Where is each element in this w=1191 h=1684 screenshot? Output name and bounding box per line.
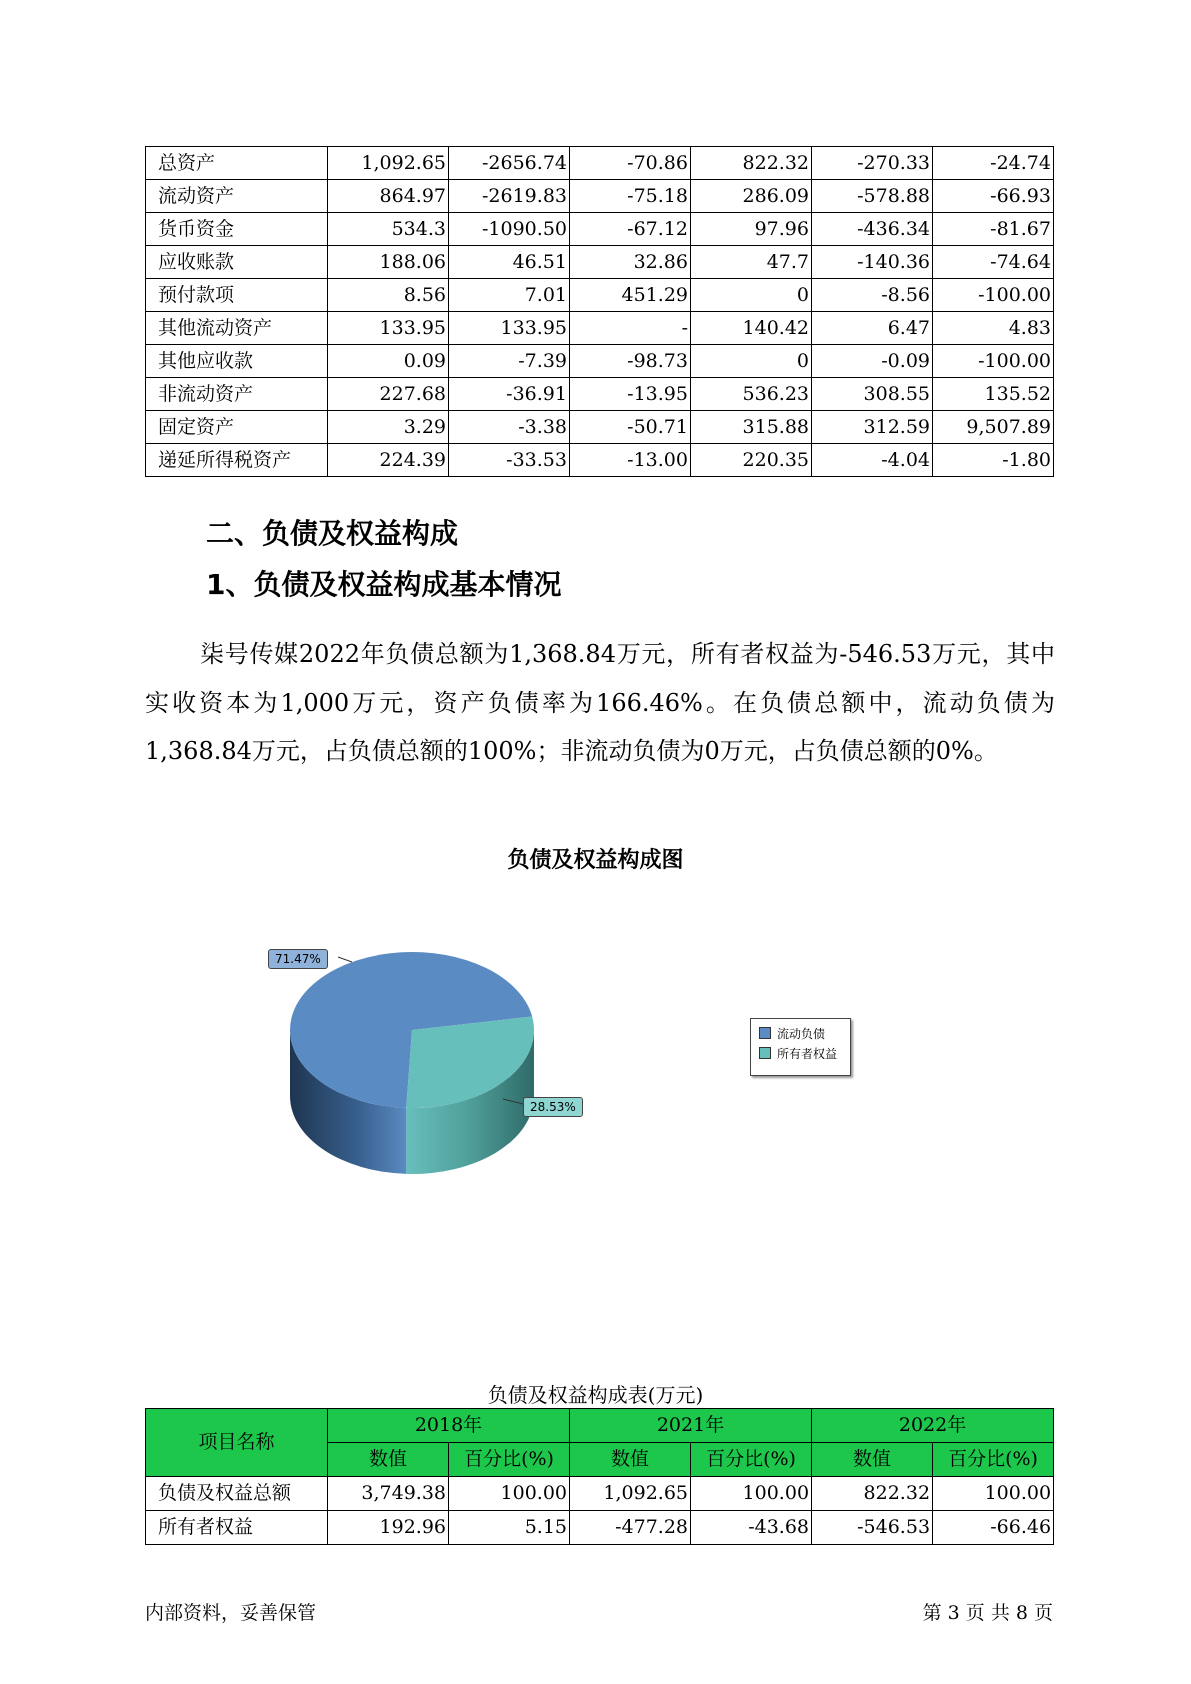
table-cell: -43.68 bbox=[691, 1511, 812, 1545]
table-cell: 227.68 bbox=[328, 378, 449, 411]
table-cell: -13.00 bbox=[570, 444, 691, 477]
table-cell: 133.95 bbox=[449, 312, 570, 345]
header-year: 2018年 bbox=[328, 1409, 570, 1443]
table-cell: 1,092.65 bbox=[328, 147, 449, 180]
table-cell: 47.7 bbox=[691, 246, 812, 279]
table-cell: -70.86 bbox=[570, 147, 691, 180]
table-cell: -100.00 bbox=[933, 279, 1054, 312]
table-cell: 3.29 bbox=[328, 411, 449, 444]
table-cell: 864.97 bbox=[328, 180, 449, 213]
table-cell: 140.42 bbox=[691, 312, 812, 345]
row-label: 递延所得税资产 bbox=[146, 444, 328, 477]
table-cell: 308.55 bbox=[812, 378, 933, 411]
row-label: 其他流动资产 bbox=[146, 312, 328, 345]
table-cell: -1.80 bbox=[933, 444, 1054, 477]
row-label: 货币资金 bbox=[146, 213, 328, 246]
header-percent: 百分比(%) bbox=[933, 1443, 1054, 1477]
row-label: 非流动资产 bbox=[146, 378, 328, 411]
table-cell: -36.91 bbox=[449, 378, 570, 411]
table-cell: 536.23 bbox=[691, 378, 812, 411]
table-cell: -3.38 bbox=[449, 411, 570, 444]
table-cell: -140.36 bbox=[812, 246, 933, 279]
section-subheading: 1、负债及权益构成基本情况 bbox=[206, 568, 562, 601]
table-cell: 97.96 bbox=[691, 213, 812, 246]
table-cell: -98.73 bbox=[570, 345, 691, 378]
row-label: 其他应收款 bbox=[146, 345, 328, 378]
chart-legend bbox=[750, 1018, 851, 1076]
table-cell: 286.09 bbox=[691, 180, 812, 213]
legend-item-owner-equity bbox=[759, 1043, 850, 1063]
row-label: 所有者权益 bbox=[146, 1511, 328, 1545]
table-cell: -1090.50 bbox=[449, 213, 570, 246]
table-cell: 9,507.89 bbox=[933, 411, 1054, 444]
legend-label: 所有者权益 bbox=[777, 1046, 838, 1061]
row-label: 应收账款 bbox=[146, 246, 328, 279]
row-label: 固定资产 bbox=[146, 411, 328, 444]
legend-label: 流动负债 bbox=[777, 1026, 826, 1041]
table-cell: 220.35 bbox=[691, 444, 812, 477]
header-percent: 百分比(%) bbox=[449, 1443, 570, 1477]
table-cell: 0 bbox=[691, 345, 812, 378]
table-cell: 100.00 bbox=[933, 1477, 1054, 1511]
footer-page-number: 第 3 页 共 8 页 bbox=[922, 1602, 1053, 1624]
table-cell: -13.95 bbox=[570, 378, 691, 411]
table-cell: -75.18 bbox=[570, 180, 691, 213]
table-cell: -270.33 bbox=[812, 147, 933, 180]
slice-label-owner-equity: 28.53% bbox=[523, 1097, 583, 1117]
table-cell: 135.52 bbox=[933, 378, 1054, 411]
footer-confidential: 内部资料，妥善保管 bbox=[145, 1602, 317, 1624]
table-cell: 7.01 bbox=[449, 279, 570, 312]
row-label: 流动资产 bbox=[146, 180, 328, 213]
table-cell: -2619.83 bbox=[449, 180, 570, 213]
table-cell: -66.46 bbox=[933, 1511, 1054, 1545]
header-percent: 百分比(%) bbox=[691, 1443, 812, 1477]
chart-title: 负债及权益构成图 bbox=[507, 848, 684, 873]
table-cell: 534.3 bbox=[328, 213, 449, 246]
header-year: 2022年 bbox=[812, 1409, 1054, 1443]
table-cell: -74.64 bbox=[933, 246, 1054, 279]
table-cell: -0.09 bbox=[812, 345, 933, 378]
table-cell: 46.51 bbox=[449, 246, 570, 279]
table-cell: -4.04 bbox=[812, 444, 933, 477]
table-cell: 0.09 bbox=[328, 345, 449, 378]
table-cell: -33.53 bbox=[449, 444, 570, 477]
table-cell: -66.93 bbox=[933, 180, 1054, 213]
header-year: 2021年 bbox=[570, 1409, 812, 1443]
table-cell: 822.32 bbox=[691, 147, 812, 180]
table-cell: 315.88 bbox=[691, 411, 812, 444]
table-cell: 3,749.38 bbox=[328, 1477, 449, 1511]
row-label: 预付款项 bbox=[146, 279, 328, 312]
table-cell: 100.00 bbox=[449, 1477, 570, 1511]
legend-swatch-teal bbox=[759, 1047, 771, 1059]
table-cell: 5.15 bbox=[449, 1511, 570, 1545]
table-cell: -50.71 bbox=[570, 411, 691, 444]
row-label: 负债及权益总额 bbox=[146, 1477, 328, 1511]
table-cell: 192.96 bbox=[328, 1511, 449, 1545]
body-paragraph: 柒号传媒2022年负债总额为1,368.84万元，所有者权益为-546.53万元，其中实收资本为1,000万元，资产负债率为166.46%。在负债总额中，流动负债为1,368.84万元，占负债总额的100%；非流动负债为0万元，占负债总额的0%。 bbox=[145, 640, 1055, 765]
table-cell: 133.95 bbox=[328, 312, 449, 345]
table-cell: 8.56 bbox=[328, 279, 449, 312]
table-cell: -477.28 bbox=[570, 1511, 691, 1545]
table-cell: -7.39 bbox=[449, 345, 570, 378]
table-cell: -81.67 bbox=[933, 213, 1054, 246]
leader-line bbox=[338, 957, 352, 962]
table-cell: - bbox=[570, 312, 691, 345]
table-cell: -24.74 bbox=[933, 147, 1054, 180]
table-cell: 312.59 bbox=[812, 411, 933, 444]
table-cell: 4.83 bbox=[933, 312, 1054, 345]
table-cell: 100.00 bbox=[691, 1477, 812, 1511]
table-cell: 822.32 bbox=[812, 1477, 933, 1511]
table-cell: 32.86 bbox=[570, 246, 691, 279]
header-value: 数值 bbox=[812, 1443, 933, 1477]
table-cell: -436.34 bbox=[812, 213, 933, 246]
table-row bbox=[146, 1477, 1054, 1511]
table-row bbox=[146, 1511, 1054, 1545]
legend-item-current-liabilities bbox=[759, 1023, 850, 1043]
section-heading: 二、负债及权益构成 bbox=[206, 517, 459, 550]
equity-table bbox=[145, 1408, 1054, 1545]
table-cell: -2656.74 bbox=[449, 147, 570, 180]
table-cell: 188.06 bbox=[328, 246, 449, 279]
header-value: 数值 bbox=[328, 1443, 449, 1477]
table-cell: -100.00 bbox=[933, 345, 1054, 378]
table-cell: -546.53 bbox=[812, 1511, 933, 1545]
table-cell: -578.88 bbox=[812, 180, 933, 213]
table-cell: -67.12 bbox=[570, 213, 691, 246]
header-item-name: 项目名称 bbox=[146, 1409, 328, 1477]
table-cell: 451.29 bbox=[570, 279, 691, 312]
table-cell: 6.47 bbox=[812, 312, 933, 345]
table-cell: 1,092.65 bbox=[570, 1477, 691, 1511]
table-cell: 0 bbox=[691, 279, 812, 312]
table-cell: 224.39 bbox=[328, 444, 449, 477]
header-value: 数值 bbox=[570, 1443, 691, 1477]
slice-label-current-liabilities: 71.47% bbox=[268, 949, 328, 969]
legend-swatch-blue bbox=[759, 1027, 771, 1039]
table-cell: -8.56 bbox=[812, 279, 933, 312]
row-label: 总资产 bbox=[146, 147, 328, 180]
table-caption: 负债及权益构成表(万元) bbox=[487, 1383, 704, 1407]
